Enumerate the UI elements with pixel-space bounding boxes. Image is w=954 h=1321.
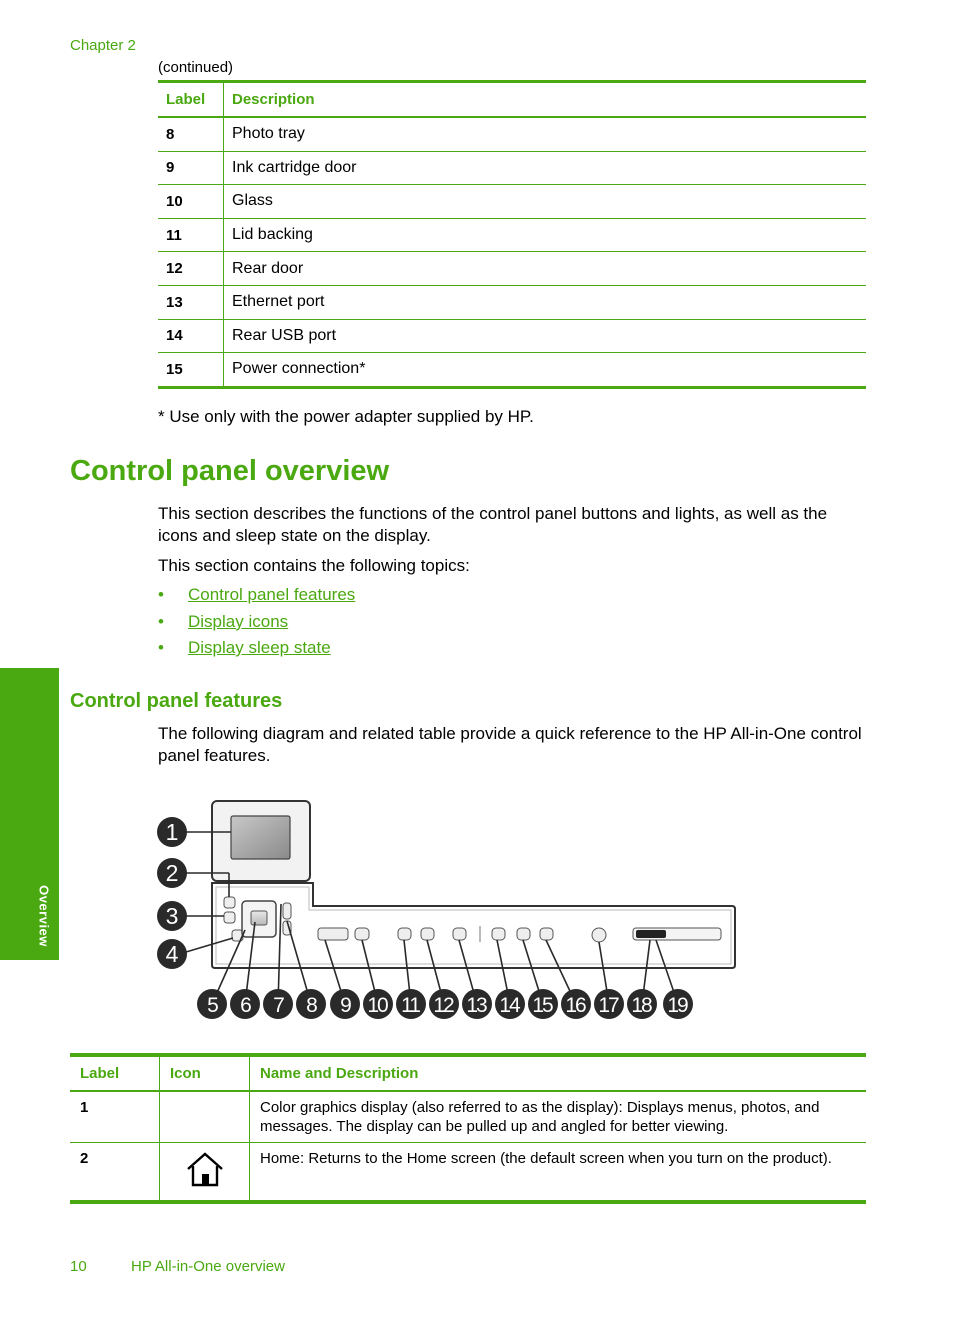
svg-text:11: 11 — [401, 994, 419, 1017]
callout-12 — [429, 989, 459, 1019]
row-description: Glass — [224, 185, 867, 219]
reprints-button — [421, 928, 434, 940]
table-caption: (continued) — [158, 59, 234, 76]
row-label: 15 — [158, 353, 224, 388]
print-photos-button — [398, 928, 411, 940]
parts-table — [158, 80, 866, 389]
red-eye-button — [355, 928, 369, 940]
bullet: • — [158, 585, 164, 604]
row-description: Power connection* — [224, 353, 867, 388]
ok-button — [251, 911, 267, 925]
svg-text:17: 17 — [598, 994, 618, 1017]
row-label: 1 — [70, 1091, 160, 1143]
callout-1 — [157, 817, 187, 847]
column-header-description: Description — [224, 82, 867, 118]
table-row — [158, 218, 866, 252]
row-description: Ink cartridge door — [224, 151, 867, 185]
subsection-intro: The following diagram and related table provide a quick reference to the HP All-in-One control panel features. — [158, 724, 862, 765]
svg-text:1: 1 — [165, 819, 179, 845]
table-footnote: * Use only with the power adapter supplied by HP. — [158, 407, 534, 426]
help-button — [540, 928, 553, 940]
svg-text:18: 18 — [631, 994, 651, 1017]
svg-text:19: 19 — [667, 994, 687, 1017]
row-description: Color graphics display (also referred to as the display): Displays menus, photos, and messages. The display can be pulled up and angled for better viewing. — [250, 1091, 867, 1143]
table-row — [158, 252, 866, 286]
list-item — [158, 585, 355, 612]
page-number: 10 — [70, 1258, 87, 1275]
svg-text:6: 6 — [240, 994, 250, 1017]
row-description: Photo tray — [224, 117, 867, 151]
footer-title: HP All-in-One overview — [131, 1258, 285, 1275]
table-row — [158, 319, 866, 353]
list-item — [158, 638, 355, 665]
section-title: Control panel overview — [70, 455, 390, 487]
copy-button — [453, 928, 466, 940]
svg-text:5: 5 — [207, 994, 217, 1017]
svg-text:4: 4 — [165, 941, 179, 967]
row-label: 14 — [158, 319, 224, 353]
bullet: • — [158, 638, 164, 657]
table-row — [158, 151, 866, 185]
display-housing — [212, 801, 310, 881]
callout-4 — [157, 939, 187, 969]
svg-text:16: 16 — [565, 994, 585, 1017]
table-row — [158, 185, 866, 219]
row-label: 10 — [158, 185, 224, 219]
row-label: 2 — [70, 1143, 160, 1203]
svg-text:14: 14 — [499, 994, 519, 1017]
row-label: 11 — [158, 218, 224, 252]
row-description: Ethernet port — [224, 285, 867, 319]
svg-text:7: 7 — [273, 994, 283, 1017]
setup-button — [517, 928, 530, 940]
topics-list — [158, 585, 355, 665]
row-description: Lid backing — [224, 218, 867, 252]
topics-intro: This section contains the following topics: — [158, 556, 470, 575]
callout-15 — [528, 989, 558, 1019]
network-indicator — [636, 930, 666, 938]
table-row — [158, 353, 866, 388]
callout-8 — [296, 989, 326, 1019]
row-icon — [160, 1143, 250, 1203]
section-intro: This section describes the functions of the control panel buttons and lights, as well as the icons and sleep state on the display. — [158, 504, 828, 545]
row-label: 12 — [158, 252, 224, 286]
column-header-label: Label — [70, 1055, 160, 1091]
row-label: 8 — [158, 117, 224, 151]
svg-text:3: 3 — [165, 903, 179, 929]
row-description: Rear door — [224, 252, 867, 286]
table-row — [70, 1143, 866, 1203]
features-table — [70, 1053, 866, 1204]
callout-16 — [561, 989, 591, 1019]
callout-17 — [594, 989, 624, 1019]
callout-14 — [495, 989, 525, 1019]
column-header-label: Label — [158, 82, 224, 118]
callout-13 — [462, 989, 492, 1019]
svg-text:10: 10 — [367, 994, 387, 1017]
on-button — [592, 928, 606, 942]
svg-text:9: 9 — [340, 994, 350, 1017]
control-panel-diagram — [150, 795, 750, 1030]
row-description: Rear USB port — [224, 319, 867, 353]
home-button — [224, 897, 235, 908]
topic-link-display-sleep-state[interactable]: Display sleep state — [188, 638, 331, 657]
column-header-icon: Icon — [160, 1055, 250, 1091]
svg-text:15: 15 — [532, 994, 552, 1017]
chapter-label: Chapter 2 — [70, 37, 136, 54]
callout-3 — [157, 901, 187, 931]
callout-19 — [663, 989, 693, 1019]
table-row — [70, 1091, 866, 1143]
topic-link-control-panel-features[interactable]: Control panel features — [188, 585, 356, 604]
row-icon — [160, 1091, 250, 1143]
home-icon — [185, 1149, 225, 1189]
table-row — [158, 285, 866, 319]
photo-fix-button — [318, 928, 348, 940]
row-label: 9 — [158, 151, 224, 185]
svg-text:2: 2 — [165, 860, 179, 886]
svg-text:12: 12 — [433, 994, 453, 1017]
topic-link-display-icons[interactable]: Display icons — [188, 611, 289, 631]
bullet: • — [158, 611, 164, 631]
cancel-button — [492, 928, 505, 940]
callout-11 — [396, 989, 426, 1019]
callout-2 — [157, 858, 187, 888]
callout-5 — [197, 989, 227, 1019]
sidebar-label: Overview — [36, 885, 52, 947]
list-item — [158, 612, 355, 639]
svg-text:13: 13 — [466, 994, 486, 1017]
subsection-title: Control panel features — [70, 690, 283, 712]
row-description: Home: Returns to the Home screen (the default screen when you turn on the product). — [250, 1143, 867, 1203]
svg-text:8: 8 — [306, 994, 316, 1017]
callout-10 — [363, 989, 393, 1019]
menu-button — [224, 912, 235, 923]
zoom-in-button — [283, 903, 291, 919]
column-header-name-description: Name and Description — [250, 1055, 867, 1091]
table-row — [158, 117, 866, 151]
callout-6 — [230, 989, 260, 1019]
callout-7 — [263, 989, 293, 1019]
row-label: 13 — [158, 285, 224, 319]
callout-9 — [330, 989, 360, 1019]
color-display — [231, 816, 290, 859]
callout-18 — [627, 989, 657, 1019]
